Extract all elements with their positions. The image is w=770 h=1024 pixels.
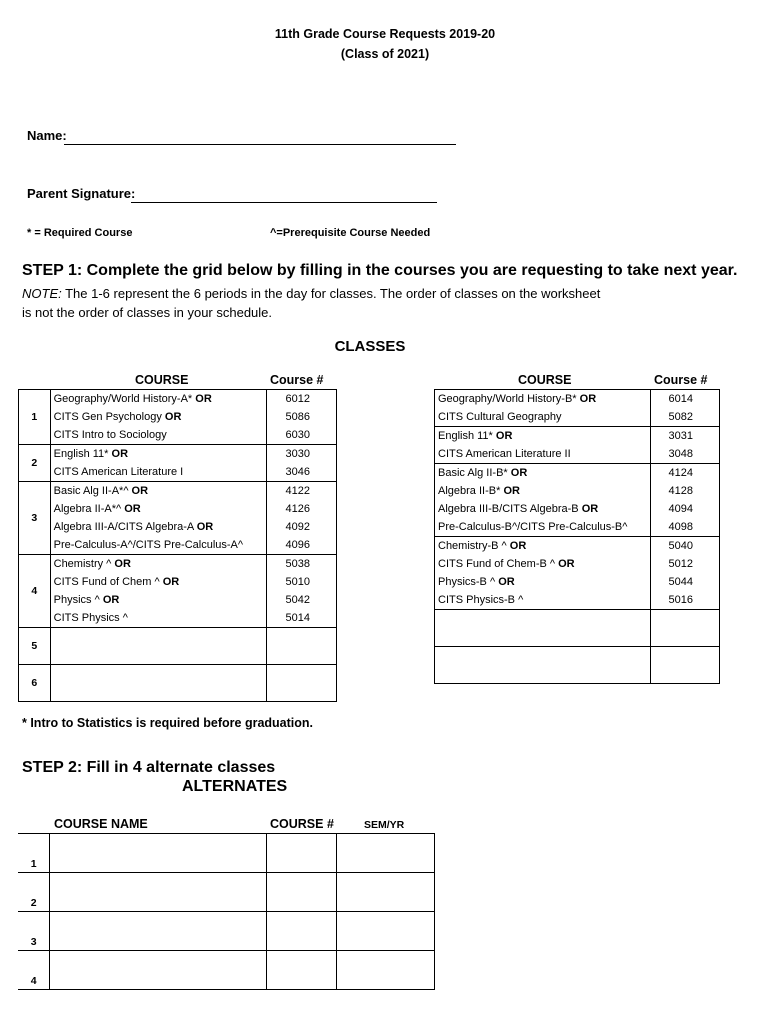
alternate-course-name-cell[interactable] [50,873,267,912]
course-number: 5086 [285,411,310,423]
course-name: CITS Cultural Geography [438,411,562,423]
right-col-num-header: Course # [654,373,708,387]
left-col-course-header: COURSE [135,373,189,387]
course-number: 6014 [668,393,693,405]
course-name: CITS Intro to Sociology [53,429,167,441]
course-option [51,518,267,536]
course-number-cell [267,390,337,445]
name-label: Name: [27,128,67,143]
parent-signature-label: Parent Signature: [27,186,136,201]
or-label: OR [124,503,141,515]
course-number: 5082 [668,411,693,423]
or-label: OR [498,576,515,588]
period-row [435,427,720,464]
period-row [435,647,720,684]
course-name: Basic Alg II-B* [438,467,508,479]
step1-note-line2: is not the order of classes in your schedule. [22,305,273,320]
course-option [51,609,267,627]
course-name: English 11* [438,430,493,442]
or-label: OR [510,467,528,479]
period-row [19,482,337,555]
course-number-cell[interactable] [651,610,720,647]
course-name: Algebra II-A*^ [53,503,122,515]
course-name: Pre-Calculus-B^/CITS Pre-Calculus-B^ [438,521,628,533]
alternate-row [18,912,435,951]
course-name: Chemistry-B ^ [438,540,507,552]
course-name: Physics ^ [53,594,100,606]
course-number-cell[interactable] [651,647,720,684]
course-number-cell [651,464,720,537]
or-label: OR [503,485,520,497]
course-option [435,537,650,555]
course-number-cell [267,482,337,555]
classes-grid-right [434,389,720,684]
period-row [435,537,720,610]
alternates-heading: ALTERNATES [182,778,288,795]
course-number: 4094 [668,503,693,515]
alternate-course-number-cell[interactable] [267,834,337,873]
course-option [51,445,267,463]
or-label: OR [196,521,214,533]
period-number: 3 [19,482,51,555]
alternate-number: 1 [18,834,50,873]
course-name: CITS Physics ^ [53,612,128,624]
course-number: 5040 [668,540,693,552]
alternate-number: 3 [18,912,50,951]
course-cell[interactable] [50,665,267,702]
alt-col-num-header: COURSE # [270,817,334,831]
course-option [435,445,650,463]
alternate-sem-yr-cell[interactable] [337,834,435,873]
alternate-number: 2 [18,873,50,912]
course-option [51,408,267,426]
step1-title: STEP 1: Complete the grid below by filling in the courses you are requesting to take next year. [22,262,738,279]
period-row [19,665,337,702]
course-number: 4128 [668,485,693,497]
course-number: 5010 [285,576,310,588]
course-name: Algebra II-B* [438,485,501,497]
alternate-course-name-cell[interactable] [50,912,267,951]
course-option [51,536,267,554]
course-option [51,390,267,408]
course-number: 4122 [285,485,310,497]
course-name: Algebra III-A/CITS Algebra-A [53,521,194,533]
course-number: 6030 [285,429,310,441]
course-number: 5044 [668,576,693,588]
course-number: 3048 [668,448,693,460]
or-label: OR [495,430,513,442]
course-name: CITS Physics-B ^ [438,594,524,606]
course-name: Physics-B ^ [438,576,496,588]
course-option [435,408,650,426]
alternate-course-number-cell[interactable] [267,912,337,951]
course-option [435,591,650,609]
course-cell[interactable] [435,647,651,684]
course-option [51,591,267,609]
classes-heading: CLASSES [334,338,406,355]
course-option [435,500,650,518]
course-number: 6012 [285,393,310,405]
period-row [19,555,337,628]
classes-grid-left [18,389,337,702]
course-option [51,463,267,481]
or-label: OR [111,448,129,460]
course-option [435,573,650,591]
alternate-number: 4 [18,951,50,990]
course-number: 4124 [668,467,693,479]
course-number-cell [651,390,720,427]
statistics-note: * Intro to Statistics is required before graduation. [22,716,314,730]
alternate-row [18,873,435,912]
or-label: OR [131,485,149,497]
course-name: Chemistry ^ [53,558,112,570]
course-number: 5016 [668,594,693,606]
alternate-sem-yr-cell[interactable] [337,951,435,990]
or-label: OR [114,558,131,570]
course-name: CITS Gen Psychology [53,411,162,423]
course-cell [50,482,267,555]
course-number: 4096 [285,539,310,551]
page-title: 11th Grade Course Requests 2019-20 [274,27,496,41]
course-number-cell[interactable] [267,628,337,665]
right-col-course-header: COURSE [518,373,572,387]
period-row [19,628,337,665]
period-row [19,390,337,445]
step2-title: STEP 2: Fill in 4 alternate classes [22,759,276,776]
required-legend: * = Required Course [27,227,133,239]
course-number-cell [651,537,720,610]
course-number: 5042 [285,594,310,606]
note-text: The 1-6 represent the 6 periods in the day for classes. The order of classes on the worksheet [61,286,601,301]
period-number: 4 [19,555,51,628]
alternates-grid [18,833,435,990]
course-number-cell [267,555,337,628]
course-number: 5012 [668,558,693,570]
period-row [435,610,720,647]
course-name: CITS American Literature II [438,448,571,460]
alternate-course-name-cell[interactable] [50,834,267,873]
course-number-cell[interactable] [267,665,337,702]
course-number-cell [267,445,337,482]
course-option [51,573,267,591]
period-number: 2 [19,445,51,482]
period-number: 1 [19,390,51,445]
alternate-course-name-cell[interactable] [50,951,267,990]
alt-col-name-header: COURSE NAME [54,817,148,831]
course-name: CITS American Literature I [53,466,184,478]
or-label: OR [581,503,599,515]
course-cell [50,390,267,445]
course-number: 3031 [668,430,693,442]
course-name: Pre-Calculus-A^/CITS Pre-Calculus-A^ [53,539,244,551]
course-option [435,555,650,573]
alternate-row [18,951,435,990]
alternate-course-number-cell[interactable] [267,873,337,912]
course-number: 4098 [668,521,693,533]
or-label: OR [558,558,575,570]
course-number: 3046 [285,466,310,478]
period-row [435,464,720,537]
course-option [435,427,650,445]
course-cell [435,464,651,537]
course-cell [435,537,651,610]
alternate-sem-yr-cell[interactable] [337,912,435,951]
course-option [51,555,267,573]
course-option [435,390,650,408]
period-number: 6 [19,665,51,702]
period-row [435,390,720,427]
course-name: Algebra III-B/CITS Algebra-B [438,503,579,515]
alternate-course-number-cell[interactable] [267,951,337,990]
alt-col-sem-header: SEM/YR [364,819,405,831]
course-name: Basic Alg II-A*^ [53,485,129,497]
course-option [51,426,267,444]
course-name: Geography/World History-B* [438,393,577,405]
page-subtitle: (Class of 2021) [340,47,430,61]
note-label: NOTE: [22,286,62,301]
course-cell [435,427,651,464]
course-number: 5014 [285,612,310,624]
or-label: OR [164,411,182,423]
course-cell[interactable] [50,628,267,665]
course-option [51,500,267,518]
alternate-sem-yr-cell[interactable] [337,873,435,912]
course-option [435,518,650,536]
course-cell [50,445,267,482]
course-cell [50,555,267,628]
course-option [435,464,650,482]
or-label: OR [195,393,212,405]
course-name: English 11* [53,448,109,460]
or-label: OR [509,540,527,552]
period-number: 5 [19,628,51,665]
name-field[interactable] [64,130,456,145]
course-option [51,482,267,500]
period-row [19,445,337,482]
or-label: OR [162,576,180,588]
or-label: OR [579,393,597,405]
course-name: CITS Fund of Chem ^ [53,576,160,588]
course-name: CITS Fund of Chem-B ^ [438,558,556,570]
alternate-row [18,834,435,873]
course-number: 5038 [285,558,310,570]
parent-signature-field[interactable] [131,188,437,203]
prerequisite-legend: ^=Prerequisite Course Needed [270,227,431,239]
step1-note-line1 [22,286,600,301]
course-number: 4092 [285,521,310,533]
course-number-cell [651,427,720,464]
or-label: OR [102,594,120,606]
left-col-num-header: Course # [270,373,324,387]
course-cell [435,390,651,427]
course-cell[interactable] [435,610,651,647]
course-number: 4126 [285,503,310,515]
course-name: Geography/World History-A* [53,393,193,405]
course-option [435,482,650,500]
course-number: 3030 [285,448,310,460]
